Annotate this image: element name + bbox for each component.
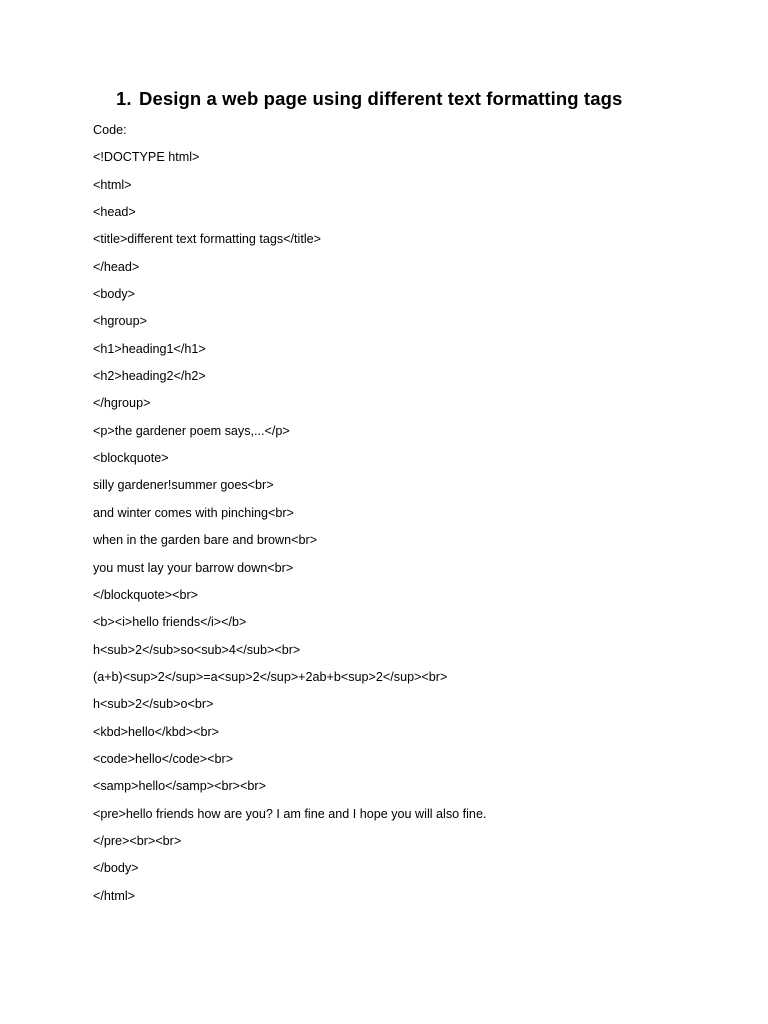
heading-number: 1. (116, 88, 132, 109)
page-heading (116, 88, 622, 110)
code-line: <b><i>hello friends</i></b> (93, 615, 247, 630)
code-line: <body> (93, 287, 136, 302)
code-line: </blockquote><br> (93, 587, 199, 602)
code-line: <!DOCTYPE html> (93, 150, 200, 165)
code-line: <pre>hello friends how are you? I am fine and I hope you will also fine. (93, 806, 487, 821)
code-line: <hgroup> (93, 314, 147, 329)
code-line: and winter comes with pinching<br> (93, 505, 294, 520)
code-line: h<sub>2</sub>so<sub>4</sub><br> (93, 642, 301, 657)
code-line: <blockquote> (93, 451, 169, 466)
code-line: <html> (93, 177, 132, 192)
code-line: <h1>heading1</h1> (93, 341, 206, 356)
code-line: </hgroup> (93, 396, 151, 411)
code-line: silly gardener!summer goes<br> (93, 478, 274, 493)
code-line: h<sub>2</sub>o<br> (93, 697, 214, 712)
code-line: </html> (93, 888, 135, 903)
code-line: <code>hello</code><br> (93, 751, 234, 766)
code-line: <head> (93, 205, 136, 220)
code-label: Code: (93, 123, 127, 137)
code-line: (a+b)<sup>2</sup>=a<sup>2</sup>+2ab+b<sup>2</sup><br> (93, 669, 448, 684)
heading-text: Design a web page using different text formatting tags (139, 88, 623, 109)
code-line: </pre><br><br> (93, 833, 182, 848)
code-line: <samp>hello</samp><br><br> (93, 779, 266, 794)
code-line: when in the garden bare and brown<br> (93, 533, 318, 548)
code-line: </head> (93, 259, 140, 274)
code-line: <kbd>hello</kbd><br> (93, 724, 220, 739)
code-line: <title>different text formatting tags</title> (93, 232, 321, 247)
code-line: </body> (93, 861, 139, 876)
code-line: <p>the gardener poem says,...</p> (93, 423, 290, 438)
code-listing (93, 121, 486, 914)
code-line: <h2>heading2</h2> (93, 369, 206, 384)
code-line: you must lay your barrow down<br> (93, 560, 294, 575)
